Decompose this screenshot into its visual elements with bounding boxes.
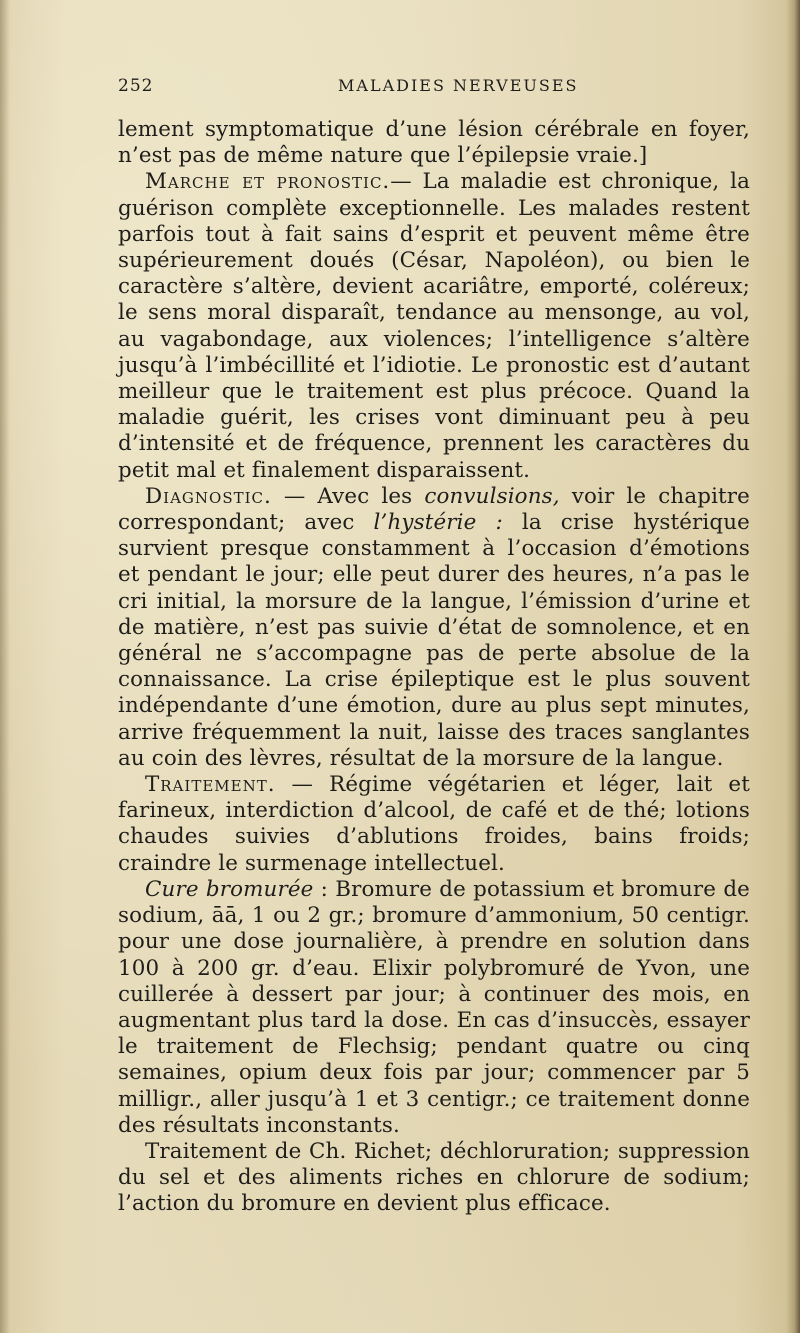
section-heading-diagnostic: Diagnostic.	[145, 483, 272, 509]
italic-heading-cure-bromuree: Cure bromurée	[145, 876, 314, 902]
paragraph-text: : Bromure de potassium et bromure de sodium, āā, 1 ou 2 gr.; bromure d’ammonium, 50 centigr. pour une dose journalière, à prendre en solution dans 100 à 200 gr. d’eau. Elixir polybromuré de Yvon, une cuillerée à dessert par jour; à continuer des mois, en augmentant plus tard la dose. En cas d’insuccès, essayer le traitement de Flechsig; pendant quatre ou cinq semaines, opium deux fois par jour; commencer par 5 milligr., aller jusqu’à 1 et 3 centigr.; ce traitement donne des résultats inconstants.	[118, 876, 750, 1138]
paragraph-text: — La maladie est chronique, la guérison complète exceptionnelle. Les malades restent parfois tout à fait sains d’esprit et peuvent même être supérieurement doués (César, Napoléon), ou bien le caractère s’altère, devient acariâtre, emporté, coléreux; le sens moral disparaît, tendance au mensonge, au vol, au vagabondage, aux violences; l’intelligence s’altère jusqu’à l’imbécillité et l’idiotie. Le pronostic est d’autant meilleur que le traitement est plus précoce. Quand la maladie guérit, les crises vont diminuant peu à peu d’intensité et de fréquence, prennent les caractères du petit mal et finalement disparaissent.	[118, 169, 750, 483]
paragraph-continuation	[118, 117, 750, 169]
italic-term-hysterie: l’hystérie :	[373, 510, 503, 536]
page-number: 252	[118, 76, 154, 96]
section-heading-traitement: Traitement.	[145, 772, 276, 798]
page-shadow-right	[786, 0, 800, 1333]
page-shadow-left	[0, 0, 10, 1333]
paragraph-marche-pronostic	[118, 169, 750, 483]
paragraph-text: voir le chapitre correspondant; avec	[118, 483, 750, 536]
section-heading-marche-pronostic: Marche et pronostic.	[145, 169, 391, 195]
paragraph-richet	[118, 1139, 750, 1218]
paragraph-text: la crise hystérique survient presque constamment à l’occasion d’émotions et pendant le jour; elle peut durer des heures, n’a pas le cri initial, la morsure de la langue, l’émission d’urine et de matière, n’est pas suivie d’état de somnolence, et en général ne s’accompagne pas de perte absolue de la connaissance. La crise épileptique est le plus souvent indépendante d’une émotion, dure au plus sept minutes, arrive fréquemment la nuit, laisse des traces sanglantes au coin des lèvres, résultat de la morsure de la langue.	[118, 510, 750, 771]
body-text	[118, 117, 750, 1218]
paragraph-text: Traitement de Ch. Richet; déchloruration; suppression du sel et des aliments riches en chlorure de sodium; l’action du bromure en devient plus efficace.	[118, 1138, 750, 1217]
paragraph-text: — Avec les	[271, 483, 425, 509]
italic-term-convulsions: convulsions,	[424, 483, 560, 509]
paragraph-text: lement symptomatique d’une lésion cérébrale en foyer, n’est pas de même nature que l’épilepsie vraie.]	[118, 117, 750, 169]
paragraph-text: — Régime végétarien et léger, lait et farineux, interdiction d’alcool, de café et de thé; lotions chaudes suivies d’ablutions froides, bains froids; craindre le surmenage intellectuel.	[118, 772, 750, 876]
running-header	[118, 76, 748, 102]
paragraph-diagnostic	[118, 484, 750, 772]
running-title: MALADIES NERVEUSES	[338, 76, 579, 95]
paragraph-traitement	[118, 772, 750, 877]
paragraph-cure-bromuree	[118, 877, 750, 1139]
